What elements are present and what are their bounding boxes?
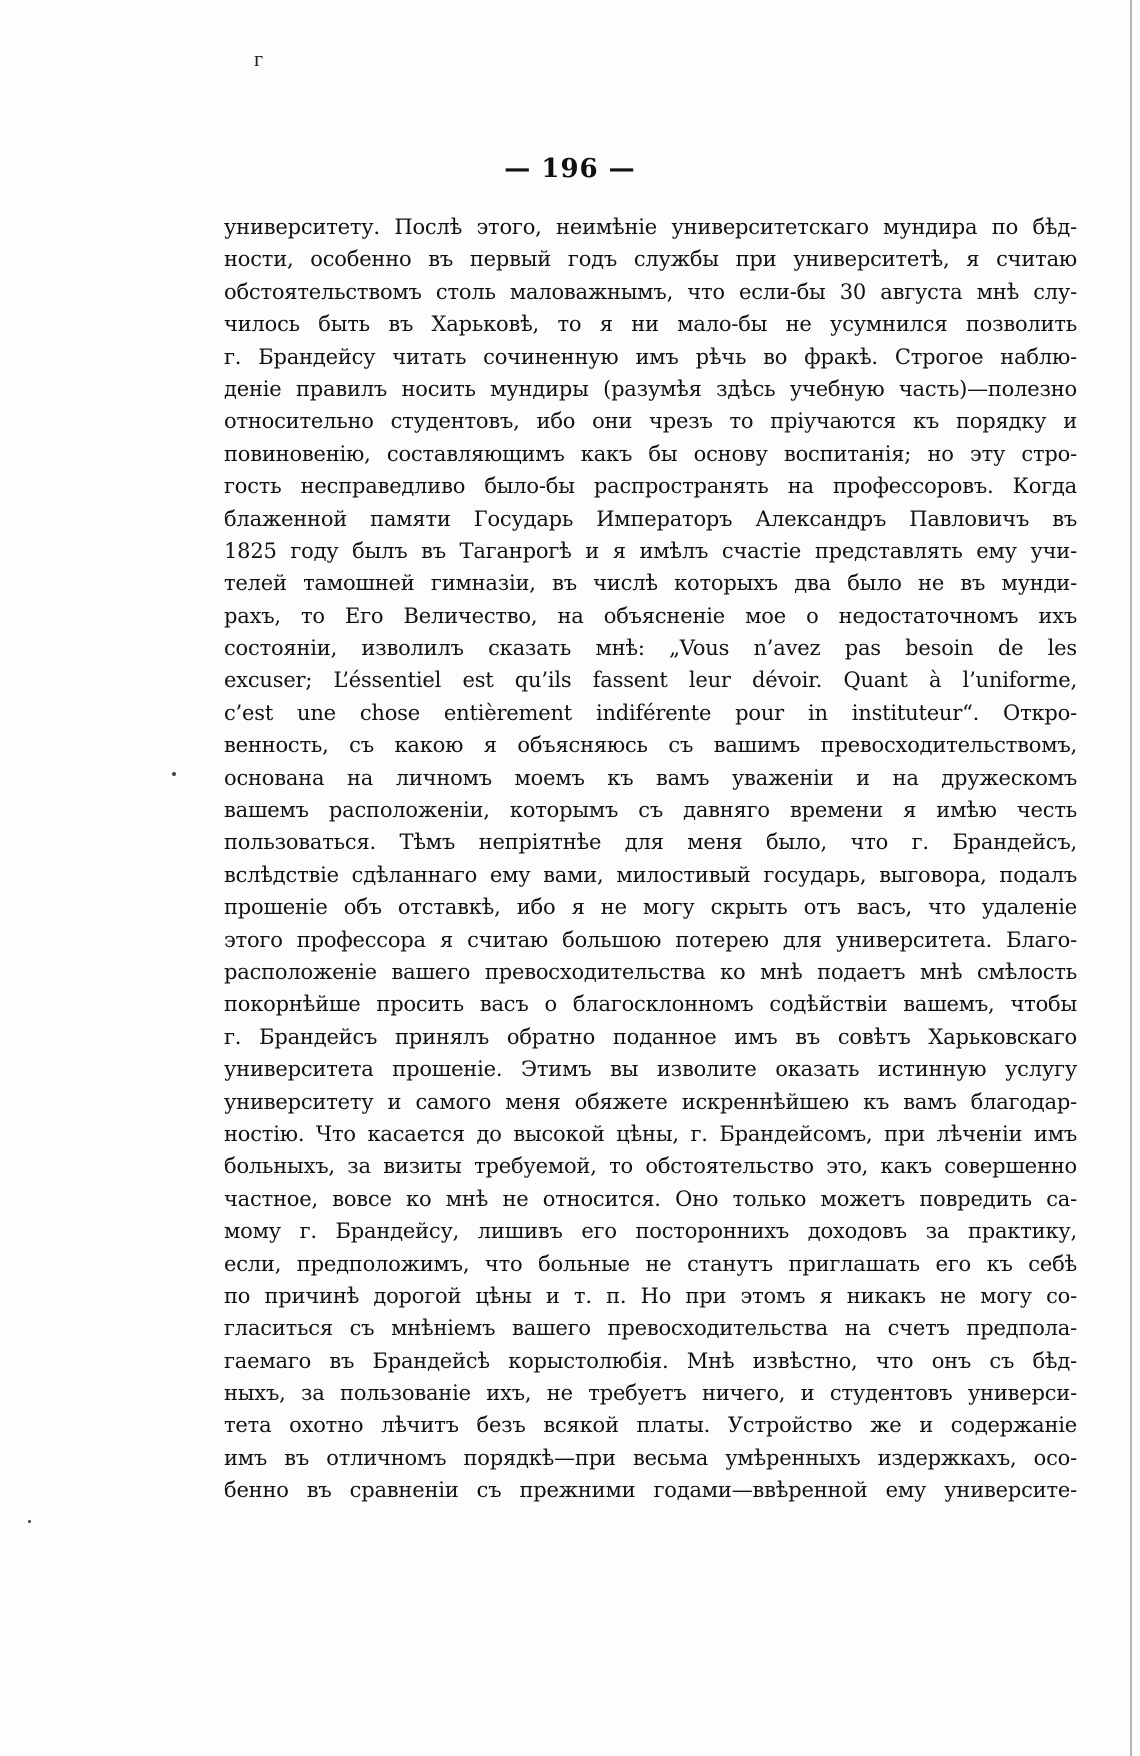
- text-line: больныхъ, за визиты требуемой, то обстоятельство это, какъ совершенно: [224, 1154, 1077, 1179]
- text-line: основана на личномъ моемъ къ вамъ уваженіи и на дружескомъ: [224, 765, 1077, 790]
- text-line: г. Брандейсъ принялъ обратно поданное имъ въ совѣтъ Харьковскаго: [224, 1024, 1077, 1049]
- text-line: блаженной памяти Государь Императоръ Александръ Павловичъ въ: [224, 506, 1077, 531]
- text-line: excuser; L’éssentiel est qu’ils fassent leur dévoir. Quant à l’uniforme,: [224, 668, 1077, 693]
- text-line: университета прошеніе. Этимъ вы изволите оказать истинную услугу: [224, 1057, 1077, 1082]
- text-line: чилось быть въ Харьковѣ, то я ни мало-бы не усумнился позволить: [224, 312, 1077, 337]
- text-line: ностію. Что касается до высокой цѣны, г. Брандейсомъ, при лѣченіи имъ: [224, 1121, 1077, 1146]
- text-line: гость несправедливо было-бы распространять на профессоровъ. Когда: [224, 474, 1077, 499]
- text-line: гаемаго въ Брандейсѣ корыстолюбія. Мнѣ извѣстно, что онъ съ бѣд-: [224, 1348, 1077, 1373]
- text-line: если, предположимъ, что больные не станутъ приглашать его къ себѣ: [224, 1251, 1077, 1276]
- body-text: [224, 211, 1077, 1507]
- text-line: имъ въ отличномъ порядкѣ—при весьма умѣренныхъ издержкахъ, осо-: [224, 1445, 1077, 1470]
- page-edge-shadow: [1130, 0, 1132, 1756]
- text-line: университету и самого меня обяжете искреннѣйшею къ вамъ благодар-: [224, 1089, 1077, 1114]
- scan-speck: [172, 772, 176, 776]
- text-line: вслѣдствіе сдѣланнаго ему вами, милостивый государь, выговора, подалъ: [224, 862, 1077, 887]
- corner-mark: г: [254, 46, 264, 71]
- text-line: относительно студентовъ, ибо они чрезъ то пріучаются къ порядку и: [224, 409, 1077, 434]
- text-line: 1825 году былъ въ Таганрогѣ и я имѣлъ счастіе представлять ему учи-: [224, 538, 1077, 563]
- text-line: пользоваться. Тѣмъ непріятнѣе для меня было, что г. Брандейсъ,: [224, 830, 1077, 855]
- text-line: университету. Послѣ этого, неимѣніе университетскаго мундира по бѣд-: [224, 215, 1077, 239]
- text-line: телей тамошней гимназіи, въ числѣ которыхъ два было не въ мунди-: [224, 571, 1077, 596]
- text-line: ности, особенно въ первый годъ службы при университетѣ, я считаю: [224, 247, 1077, 272]
- text-line: бенно въ сравненіи съ прежними годами—ввѣренной ему университе-: [224, 1478, 1077, 1503]
- text-line: ныхъ, за пользованіе ихъ, не требуетъ ничего, и студентовъ универси-: [224, 1381, 1077, 1406]
- text-line: прошеніе объ отставкѣ, ибо я не могу скрыть отъ васъ, что удаленіе: [224, 895, 1077, 920]
- text-line: г. Брандейсу читать сочиненную имъ рѣчь во фракѣ. Строгое наблю-: [224, 344, 1077, 369]
- text-line: состояніи, изволилъ сказать мнѣ: „Vous n’avez pas besoin de les: [224, 636, 1077, 661]
- text-line: тета охотно лѣчитъ безъ всякой платы. Устройство же и содержаніе: [224, 1413, 1077, 1438]
- page-number: — 196 —: [504, 154, 636, 184]
- text-line: мому г. Брандейсу, лишивъ его постороннихъ доходовъ за практику,: [224, 1219, 1077, 1244]
- text-line: вашемъ расположеніи, которымъ съ давняго времени я имѣю честь: [224, 798, 1077, 823]
- text-line: обстоятельствомъ столь маловажнымъ, что если-бы 30 августа мнѣ слу-: [224, 279, 1077, 304]
- scan-speck: [28, 1520, 31, 1523]
- text-line: венность, съ какою я объясняюсь съ вашимъ превосходительствомъ,: [224, 733, 1077, 758]
- text-line: c’est une chose entièrement indiférente pour in instituteur“. Откро-: [224, 700, 1077, 725]
- text-line: покорнѣйше просить васъ о благосклонномъ содѣйствіи вашемъ, чтобы: [224, 992, 1077, 1017]
- text-line: гласиться съ мнѣніемъ вашего превосходительства на счетъ предпола-: [224, 1316, 1077, 1341]
- text-line: расположеніе вашего превосходительства ко мнѣ подаетъ мнѣ смѣлость: [224, 959, 1077, 984]
- text-line: частное, вовсе ко мнѣ не относится. Оно только можетъ повредить са-: [224, 1186, 1077, 1211]
- text-line: этого профессора я считаю большою потерею для университета. Благо-: [224, 927, 1077, 952]
- text-line: по причинѣ дорогой цѣны и т. п. Но при этомъ я никакъ не могу со-: [224, 1283, 1077, 1308]
- text-line: повиновенію, составляющимъ какъ бы основу воспитанія; но эту стро-: [224, 441, 1077, 466]
- text-line: рахъ, то Его Величество, на объясненіе мое о недостаточномъ ихъ: [224, 603, 1077, 628]
- text-line: деніе правилъ носить мундиры (разумѣя здѣсь учебную часть)—полезно: [224, 376, 1077, 401]
